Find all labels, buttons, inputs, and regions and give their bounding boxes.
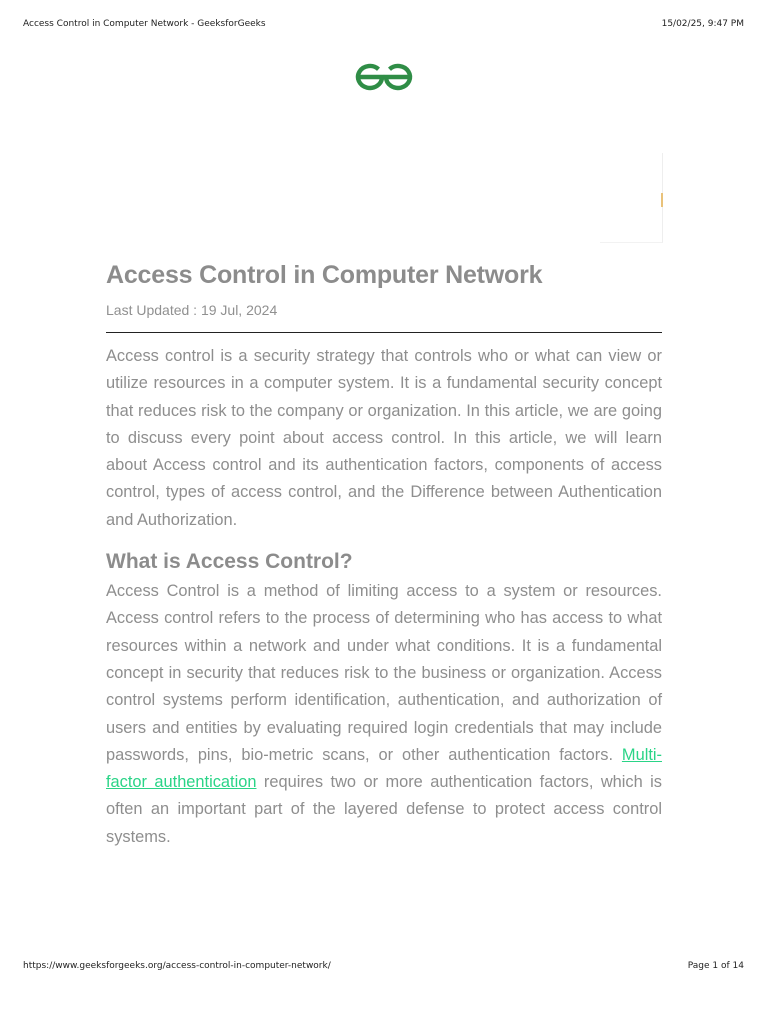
- section-paragraph: [106, 578, 662, 851]
- print-footer-page-number: Page 1 of 14: [687, 961, 744, 971]
- article: [106, 258, 662, 851]
- section-text-before-link: Access Control is a method of limiting access to a system or resources. Access control refers to the process of determining who has access to what resources within a network and under what conditions. It is a fundamental concept in security that reduces risk to the business or organization. Access control systems perform identification, authentication, and authorization of users and entities by evaluating required login credentials that may include passwords, pins, bio-metric scans, or other authentication factors.: [106, 582, 662, 764]
- print-footer-url: https://www.geeksforgeeks.org/access-control-in-computer-network/: [23, 961, 331, 971]
- advertisement-slot[interactable]: [600, 153, 663, 243]
- intro-paragraph: Access control is a security strategy that controls who or what can view or utilize resources in a computer system. It is a fundamental security concept that reduces risk to the company or organization. In this article, we are going to discuss every point about access control. In this article, we will learn about Access control and its authentication factors, components of access control, types of access control, and the Difference between Authentication and Authorization.: [106, 347, 662, 529]
- page-title: Access Control in Computer Network: [106, 261, 543, 289]
- ad-edge: [661, 193, 663, 207]
- print-header-page-title: Access Control in Computer Network - GeeksforGeeks: [23, 19, 266, 29]
- last-updated: Last Updated : 19 Jul, 2024: [106, 302, 278, 318]
- section-heading-what-is-access-control: What is Access Control?: [106, 550, 353, 574]
- section-text-after-link: requires two or more authentication factors, which is often an important part of the layered defense to protect access control systems.: [106, 773, 662, 846]
- title-divider: [106, 332, 662, 333]
- multi-factor-authentication-link[interactable]: Multi-factor authentication: [106, 745, 662, 792]
- print-header-datetime: 15/02/25, 9:47 PM: [661, 19, 744, 29]
- logo-mark: [352, 62, 416, 92]
- geeksforgeeks-logo-icon[interactable]: [352, 62, 416, 92]
